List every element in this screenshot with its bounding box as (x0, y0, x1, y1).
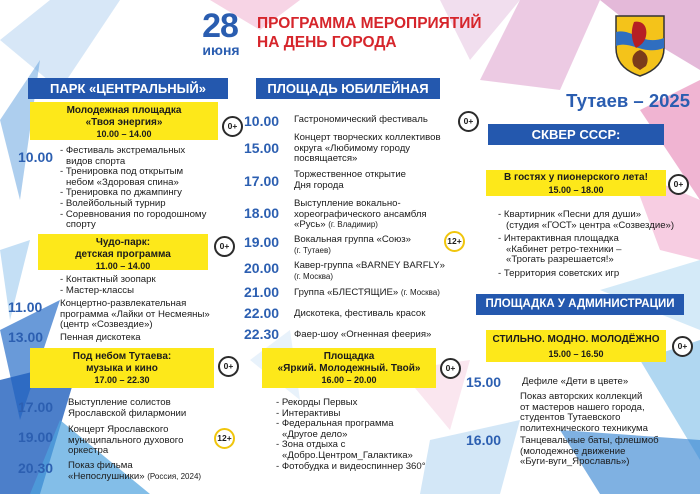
kids-activities (60, 275, 230, 296)
page-title (257, 14, 557, 52)
list-item: - Волейбольный турнир (60, 197, 166, 209)
list-item: - Соревнования по городошному (60, 208, 207, 220)
time-label: 22.30 (244, 326, 280, 342)
event-line (68, 472, 238, 483)
bright-title: Площадка (323, 351, 375, 362)
event-line: Концертно-развлекательная (60, 298, 187, 309)
film-note: (Россия, 2024) (147, 471, 202, 481)
time-label: 20.30 (18, 460, 54, 476)
event-line: студентов Тутаевского (520, 412, 621, 424)
event-line: хореографического ансамбля (294, 208, 427, 220)
event-line: от мастеров нашего города, (520, 401, 645, 413)
youth-area-box (30, 102, 218, 140)
list-item: - Федеральная программа (276, 418, 394, 430)
event-line: Концерт Ярославского (68, 424, 169, 435)
event-line: Показ авторских коллекций (520, 391, 643, 402)
youth-title: «Твоя энергия» (85, 116, 163, 128)
pioneer-summer-box (486, 170, 666, 196)
time-label: 17.00 (18, 399, 54, 415)
list-item: - Зона отдыха с (276, 439, 346, 451)
youth-time: 10.00 – 14.00 (96, 129, 152, 139)
kids-park-box (38, 234, 208, 270)
kids-time: 11.00 – 14.00 (95, 261, 151, 271)
bright-time: 16.00 – 20.00 (321, 375, 377, 385)
event-line: посвящается» (294, 153, 358, 165)
time-label: 15.00 (244, 140, 280, 156)
event-line: муниципального духового (68, 434, 184, 446)
bright-activities (276, 398, 462, 472)
kids-title: Чудо-парк: (95, 237, 151, 248)
film-event (68, 461, 238, 482)
time-label: 11.00 (8, 299, 43, 315)
list-item: - Территория советских игр (498, 267, 620, 279)
list-item: «Кабинет ретро-техники – (506, 243, 622, 255)
city-note: (г. Москва) (294, 271, 334, 281)
pioneer-title: В гостях у пионерского лета! (504, 172, 648, 183)
sssr-banner: СКВЕР СССР: (488, 124, 664, 145)
orchestra-event (68, 425, 218, 457)
list-item: - Квартирник «Песни для души» (498, 209, 642, 220)
list-item: - Тренировка по джампингу (60, 187, 182, 199)
rus-ensemble (294, 199, 474, 231)
event-line: Кавер-группа «BARNEY BARFLY» (294, 260, 445, 271)
date-month: июня (202, 42, 240, 58)
list-item: небом «Здоровая спина» (66, 176, 179, 188)
foam-disco: Пенная дискотека (60, 332, 141, 343)
title-line: НА ДЕНЬ ГОРОДА (257, 34, 397, 51)
event-line: оркестра (68, 445, 109, 457)
sky-time: 17.00 – 22.30 (94, 375, 150, 385)
list-item: - Тренировка под открытым (60, 166, 184, 178)
age-badge: 0+ (214, 236, 235, 257)
list-item: - Фотобудка и видеоспиннер 360° (276, 460, 426, 472)
time-label: 10.00 (244, 113, 280, 129)
list-item: спорту (66, 219, 96, 231)
event-line: Выступление солистов (68, 397, 171, 408)
time-label: 19.00 (18, 429, 54, 445)
creative-concert (294, 133, 474, 165)
event-line: Танцевальные баты, флешмоб (520, 435, 659, 446)
age-badge: 12+ (214, 428, 235, 449)
list-item: «Трогать разрешается!» (506, 254, 614, 266)
city-note: (г. Владимир) (328, 220, 378, 230)
time-label: 18.00 (244, 205, 280, 221)
bright-title: «Яркий. Молодежный. Твой» (277, 362, 421, 374)
coat-of-arms-icon (612, 12, 668, 78)
event-line: Концерт творческих коллективов (294, 132, 441, 143)
dance-battles (520, 436, 696, 468)
city-note: (г. Тутаев) (294, 245, 331, 255)
event-line: Показ фильма (68, 460, 133, 471)
event-line: «Буги-вуги_Ярославль») (520, 456, 630, 468)
time-label: 15.00 (466, 374, 502, 390)
event-line: (молодежное движение (520, 445, 626, 457)
list-item: - Контактный зоопарк (60, 274, 156, 285)
list-item: видов спорта (66, 155, 126, 167)
sky-music-box (30, 348, 214, 388)
youth-activities (60, 146, 236, 231)
time-label: 17.00 (244, 173, 280, 189)
kids-title: детская программа (75, 248, 171, 260)
sky-title: музыка и кино (86, 362, 158, 374)
event-line: Выступление вокально- (294, 198, 401, 209)
bright-youth-box (262, 348, 436, 388)
age-badge: 0+ (218, 356, 239, 377)
list-item: - Рекорды Первых (276, 397, 358, 408)
list-item: - Фестиваль экстремальных (60, 145, 186, 156)
list-item: - Мастер-классы (60, 284, 134, 296)
event-line: программа «Лайки от Несмеяны» (60, 308, 210, 320)
age-badge: 12+ (444, 231, 465, 252)
event-line: округа «Любимому городу (294, 142, 411, 154)
list-item: - Интерактивная площадка (498, 233, 619, 245)
event-line: Группа «БЛЕСТЯЩИЕ» (294, 287, 399, 298)
date-number: 28 (202, 7, 238, 45)
age-badge: 0+ (440, 358, 461, 379)
age-badge: 0+ (672, 336, 693, 357)
time-label: 16.00 (466, 432, 502, 448)
age-badge: 0+ (668, 174, 689, 195)
event-line: (центр «Созвездие») (60, 319, 153, 331)
sky-title: Под небом Тутаева: (72, 351, 172, 362)
event-line: политехнического техникума (520, 422, 648, 434)
event-line: Фаер-шоу «Огненная феерия» (294, 329, 432, 340)
event-line: Вокальная группа «Союз» (294, 234, 412, 245)
collections-show (520, 392, 696, 434)
list-item: «Добро.Центром_Галактика» (282, 449, 413, 461)
event-line: Гастрономический фестиваль (294, 114, 428, 125)
title-line: ПРОГРАММА МЕРОПРИЯТИЙ (257, 15, 482, 32)
opening-ceremony (294, 170, 406, 191)
event-line: Дня города (294, 179, 344, 191)
barney-event (294, 261, 445, 282)
age-badge: 0+ (458, 111, 479, 132)
admin-banner: ПЛОЩАДКА У АДМИНИСТРАЦИИ (476, 294, 684, 315)
city-year: Тутаев – 2025 (566, 90, 690, 111)
age-badge: 0+ (222, 116, 243, 137)
soyuz-event (294, 235, 411, 256)
event-line: Ярославской филармонии (68, 407, 187, 419)
stylish-title: СТИЛЬНО. МОДНО. МОЛОДЁЖНО (492, 334, 660, 345)
time-label: 10.00 (18, 149, 54, 165)
time-label: 21.00 (244, 284, 280, 300)
stylish-time: 15.00 – 16.50 (548, 348, 604, 359)
stylish-box (486, 330, 666, 362)
list-item: (студия «ГОСТ» центра «Созвездие») (506, 219, 675, 231)
kids-concert (60, 299, 240, 331)
youth-title: Молодежная площадка (66, 105, 182, 116)
blestyashchie-event (294, 288, 440, 299)
philharmonic-event (68, 398, 228, 419)
event-line (294, 220, 474, 231)
square-banner: ПЛОЩАДЬ ЮБИЛЕЙНАЯ (256, 78, 440, 99)
list-item: - Интерактивы (276, 407, 341, 419)
time-label: 20.00 (244, 260, 280, 276)
park-banner: ПАРК «ЦЕНТРАЛЬНЫЙ» (28, 78, 228, 99)
bg-shape (0, 0, 120, 90)
time-label: 13.00 (8, 329, 44, 345)
pioneer-time: 15.00 – 18.00 (548, 184, 604, 195)
ensemble-name: «Русь» (294, 219, 326, 231)
city-note: (г. Москва) (400, 288, 440, 297)
event-line: Дискотека, фестиваль красок (294, 308, 426, 319)
film-title: «Непослушники» (68, 470, 145, 482)
event-line: Дефиле «Дети в цвете» (522, 376, 629, 387)
time-label: 19.00 (244, 234, 280, 250)
event-line: Торжественное открытие (294, 169, 407, 180)
time-label: 22.00 (244, 305, 280, 321)
sssr-activities (498, 210, 694, 280)
list-item: «Другое дело» (282, 428, 348, 440)
